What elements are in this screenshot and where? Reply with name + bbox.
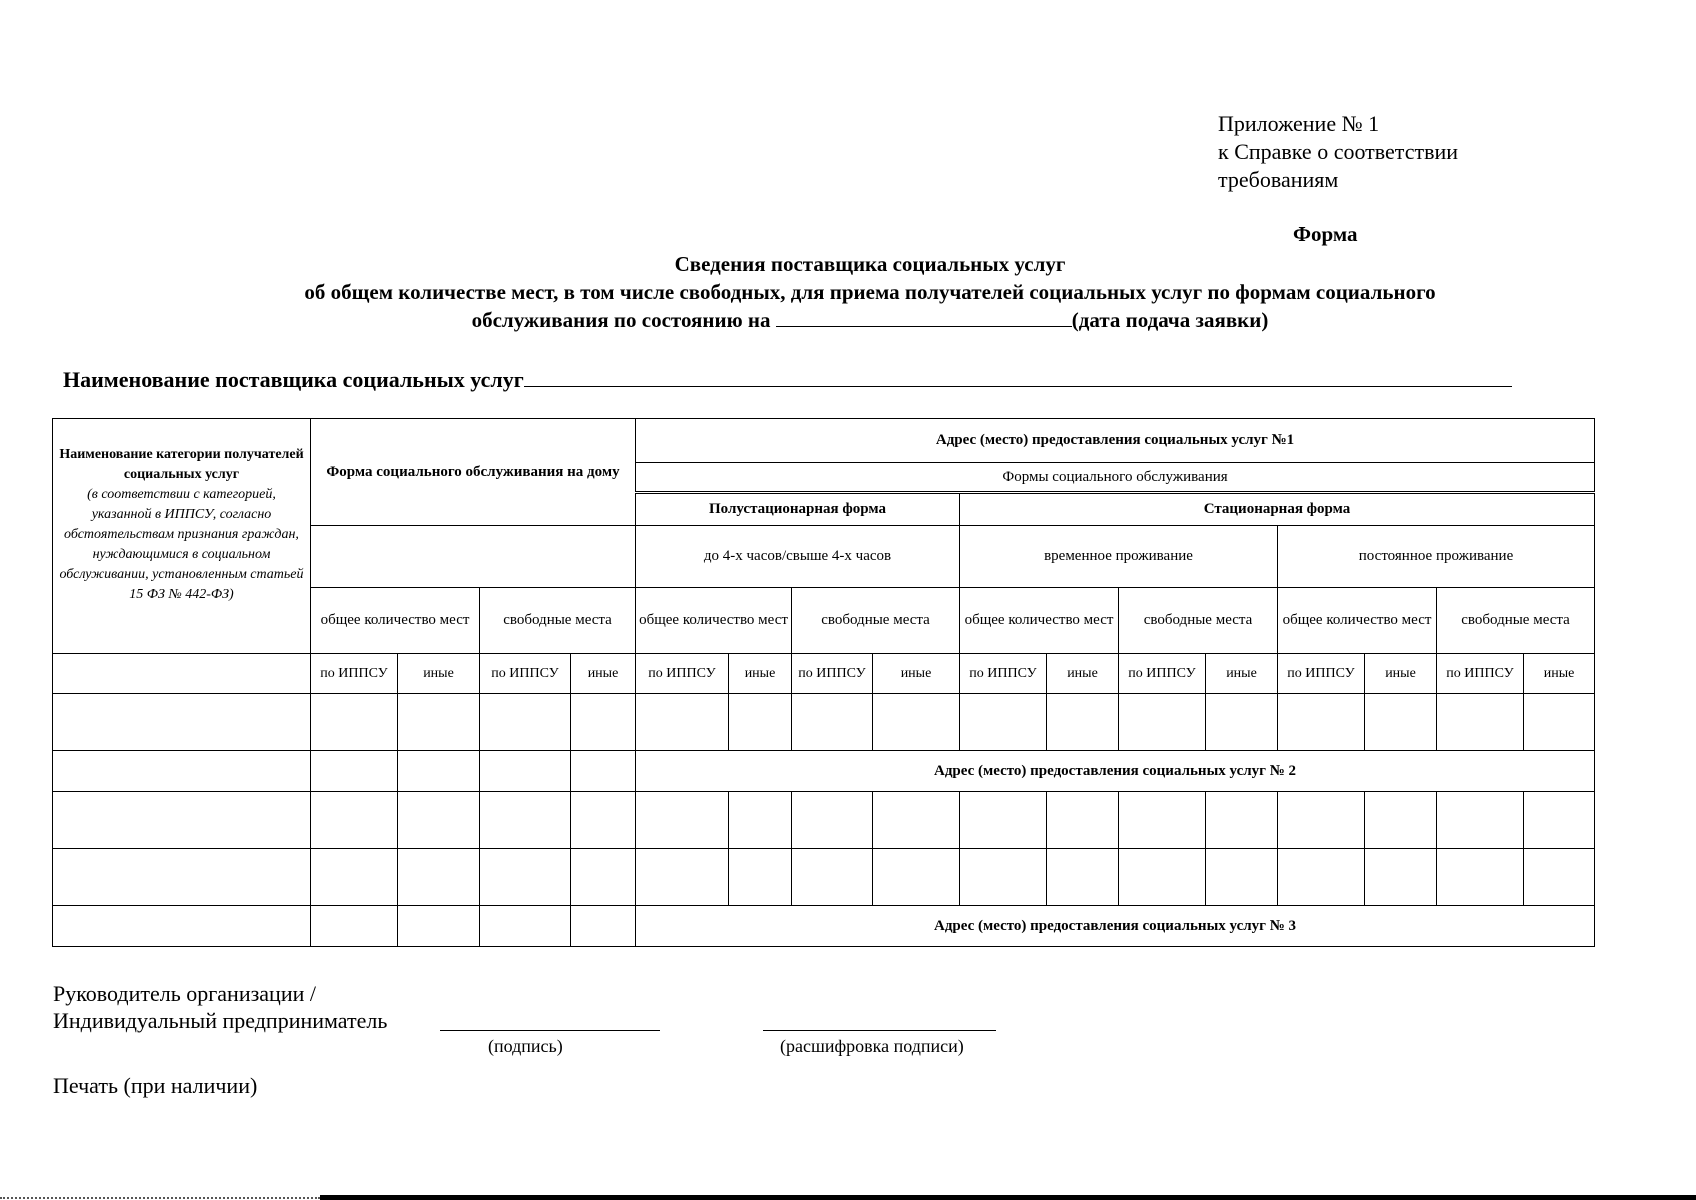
table-cell[interactable]	[792, 849, 873, 906]
other-header: иные	[1047, 654, 1119, 694]
table-row	[53, 751, 1595, 792]
table-cell[interactable]	[792, 694, 873, 751]
title-line-3-start: обслуживания по состоянию на	[471, 308, 771, 332]
appendix-line-3: требованиям	[1218, 167, 1339, 192]
scan-edge-noise	[0, 1197, 320, 1199]
signature-block	[53, 980, 387, 1034]
home-form-header: Форма социального обслуживания на дому	[311, 419, 636, 526]
table-cell[interactable]	[636, 694, 729, 751]
other-header: иные	[1206, 654, 1278, 694]
table-cell[interactable]	[1119, 849, 1206, 906]
category-header-title: Наименование категории получателей социальных услуг	[59, 447, 304, 482]
stamp-note: Печать (при наличии)	[53, 1073, 258, 1098]
category-header	[53, 419, 311, 654]
table-cell[interactable]	[480, 906, 571, 947]
table-cell[interactable]	[571, 906, 636, 947]
by-ippsu-header: по ИППСУ	[636, 654, 729, 694]
table-cell[interactable]	[1524, 792, 1595, 849]
home-form-spacer	[311, 526, 636, 588]
table-cell[interactable]	[1278, 792, 1365, 849]
appendix-note	[1218, 110, 1458, 194]
semi-hours-header: до 4-х часов/свыше 4-х часов	[636, 526, 960, 588]
address-2-header: Адрес (место) предоставления социальных услуг № 2	[636, 751, 1595, 792]
total-places-header: общее количество мест	[311, 588, 480, 654]
by-ippsu-header: по ИППСУ	[311, 654, 398, 694]
by-ippsu-header: по ИППСУ	[792, 654, 873, 694]
by-ippsu-header: по ИППСУ	[1278, 654, 1365, 694]
table-cell[interactable]	[311, 694, 398, 751]
table-cell[interactable]	[398, 849, 480, 906]
provider-name-label: Наименование поставщика социальных услуг	[63, 367, 524, 392]
table-cell[interactable]	[311, 849, 398, 906]
other-header: иные	[873, 654, 960, 694]
appendix-line-2: к Справке о соответствии	[1218, 139, 1459, 164]
form-label: Форма	[1293, 222, 1358, 246]
total-places-header: общее количество мест	[636, 588, 792, 654]
table-cell[interactable]	[1437, 849, 1524, 906]
category-header-note: (в соответствии с категорией, указанной в ИППСУ, согласно обстоятельствам признания граждан, нуждающимися в социальном обслуживании, установленным статьей 15 ФЗ № 442-ФЗ)	[59, 487, 304, 602]
table-cell[interactable]	[873, 792, 960, 849]
table-cell[interactable]	[53, 751, 311, 792]
table-cell[interactable]	[398, 792, 480, 849]
other-header: иные	[1524, 654, 1595, 694]
temporary-living-header: временное проживание	[960, 526, 1278, 588]
other-header: иные	[729, 654, 792, 694]
table-cell[interactable]	[729, 694, 792, 751]
table-cell[interactable]	[1365, 849, 1437, 906]
free-places-header: свободные места	[792, 588, 960, 654]
free-places-header: свободные места	[480, 588, 636, 654]
table-cell[interactable]	[398, 751, 480, 792]
table-cell[interactable]	[1047, 849, 1119, 906]
total-places-header: общее количество мест	[1278, 588, 1437, 654]
table-cell[interactable]	[571, 792, 636, 849]
service-forms-header: Формы социального обслуживания	[636, 463, 1595, 493]
table-cell[interactable]	[1524, 849, 1595, 906]
table-cell[interactable]	[1524, 694, 1595, 751]
table-cell[interactable]	[873, 849, 960, 906]
table-cell[interactable]	[1365, 694, 1437, 751]
table-cell[interactable]	[311, 906, 398, 947]
table-cell[interactable]	[480, 751, 571, 792]
name-decoding-blank-line[interactable]	[763, 1030, 996, 1031]
table-cell[interactable]	[571, 751, 636, 792]
table-cell[interactable]	[1206, 694, 1278, 751]
table-cell[interactable]	[729, 792, 792, 849]
table-cell[interactable]	[1119, 792, 1206, 849]
table-cell[interactable]	[1206, 792, 1278, 849]
table-row	[53, 906, 1595, 947]
table-cell[interactable]	[1119, 694, 1206, 751]
table-cell[interactable]	[480, 849, 571, 906]
signer-line-1: Руководитель организации /	[53, 981, 316, 1006]
table-cell[interactable]	[960, 792, 1047, 849]
table-cell[interactable]	[1047, 694, 1119, 751]
title-line-2: об общем количестве мест, в том числе свободных, для приема получателей социальных услуг по формам социального	[304, 280, 1436, 304]
stationary-header: Стационарная форма	[960, 493, 1595, 526]
table-cell[interactable]	[1437, 792, 1524, 849]
address-3-header: Адрес (место) предоставления социальных услуг № 3	[636, 906, 1595, 947]
other-header: иные	[571, 654, 636, 694]
table-cell[interactable]	[53, 849, 311, 906]
signature-blank-line[interactable]	[440, 1030, 660, 1031]
free-places-header: свободные места	[1437, 588, 1595, 654]
provider-name-blank-line[interactable]	[524, 364, 1512, 387]
table-cell[interactable]	[398, 906, 480, 947]
table-cell[interactable]	[873, 694, 960, 751]
table-row	[53, 694, 1595, 751]
table-cell[interactable]	[960, 694, 1047, 751]
table-cell[interactable]	[1047, 792, 1119, 849]
by-ippsu-header: по ИППСУ	[1119, 654, 1206, 694]
category-header-bottom	[53, 654, 311, 694]
by-ippsu-header: по ИППСУ	[1437, 654, 1524, 694]
appendix-line-1: Приложение № 1	[1218, 111, 1380, 136]
table-cell[interactable]	[729, 849, 792, 906]
total-places-header: общее количество мест	[960, 588, 1119, 654]
other-header: иные	[398, 654, 480, 694]
table-cell[interactable]	[480, 694, 571, 751]
permanent-living-header: постоянное проживание	[1278, 526, 1595, 588]
table-cell[interactable]	[480, 792, 571, 849]
title-line-3	[200, 306, 1540, 334]
table-cell[interactable]	[311, 792, 398, 849]
document-title	[200, 250, 1540, 334]
places-table	[52, 418, 1595, 947]
table-cell[interactable]	[398, 694, 480, 751]
by-ippsu-header: по ИППСУ	[960, 654, 1047, 694]
title-line-1: Сведения поставщика социальных услуг	[674, 252, 1066, 276]
signature-caption: (подпись)	[488, 1036, 563, 1056]
date-blank-line[interactable]	[776, 306, 1072, 327]
table-cell[interactable]	[636, 849, 729, 906]
table-cell[interactable]	[1278, 849, 1365, 906]
table-cell[interactable]	[571, 694, 636, 751]
table-cell[interactable]	[960, 849, 1047, 906]
by-ippsu-header: по ИППСУ	[480, 654, 571, 694]
table-cell[interactable]	[1278, 694, 1365, 751]
table-row	[53, 849, 1595, 906]
name-decoding-caption: (расшифровка подписи)	[780, 1036, 964, 1056]
table-cell[interactable]	[1206, 849, 1278, 906]
other-header: иные	[1365, 654, 1437, 694]
scan-bottom-rule	[320, 1195, 1696, 1200]
table-cell[interactable]	[53, 792, 311, 849]
title-line-3-end: (дата подача заявки)	[1071, 308, 1269, 332]
provider-name-row	[63, 364, 1512, 393]
table-row	[53, 792, 1595, 849]
address-1-header: Адрес (место) предоставления социальных услуг №1	[636, 419, 1595, 463]
table-cell[interactable]	[636, 792, 729, 849]
table-cell[interactable]	[1437, 694, 1524, 751]
table-cell[interactable]	[53, 906, 311, 947]
table-cell[interactable]	[53, 694, 311, 751]
signer-line-2: Индивидуальный предприниматель	[53, 1008, 388, 1033]
table-cell[interactable]	[571, 849, 636, 906]
free-places-header: свободные места	[1119, 588, 1278, 654]
table-cell[interactable]	[1365, 792, 1437, 849]
semi-stationary-header: Полустационарная форма	[636, 493, 960, 526]
table-cell[interactable]	[792, 792, 873, 849]
table-cell[interactable]	[311, 751, 398, 792]
